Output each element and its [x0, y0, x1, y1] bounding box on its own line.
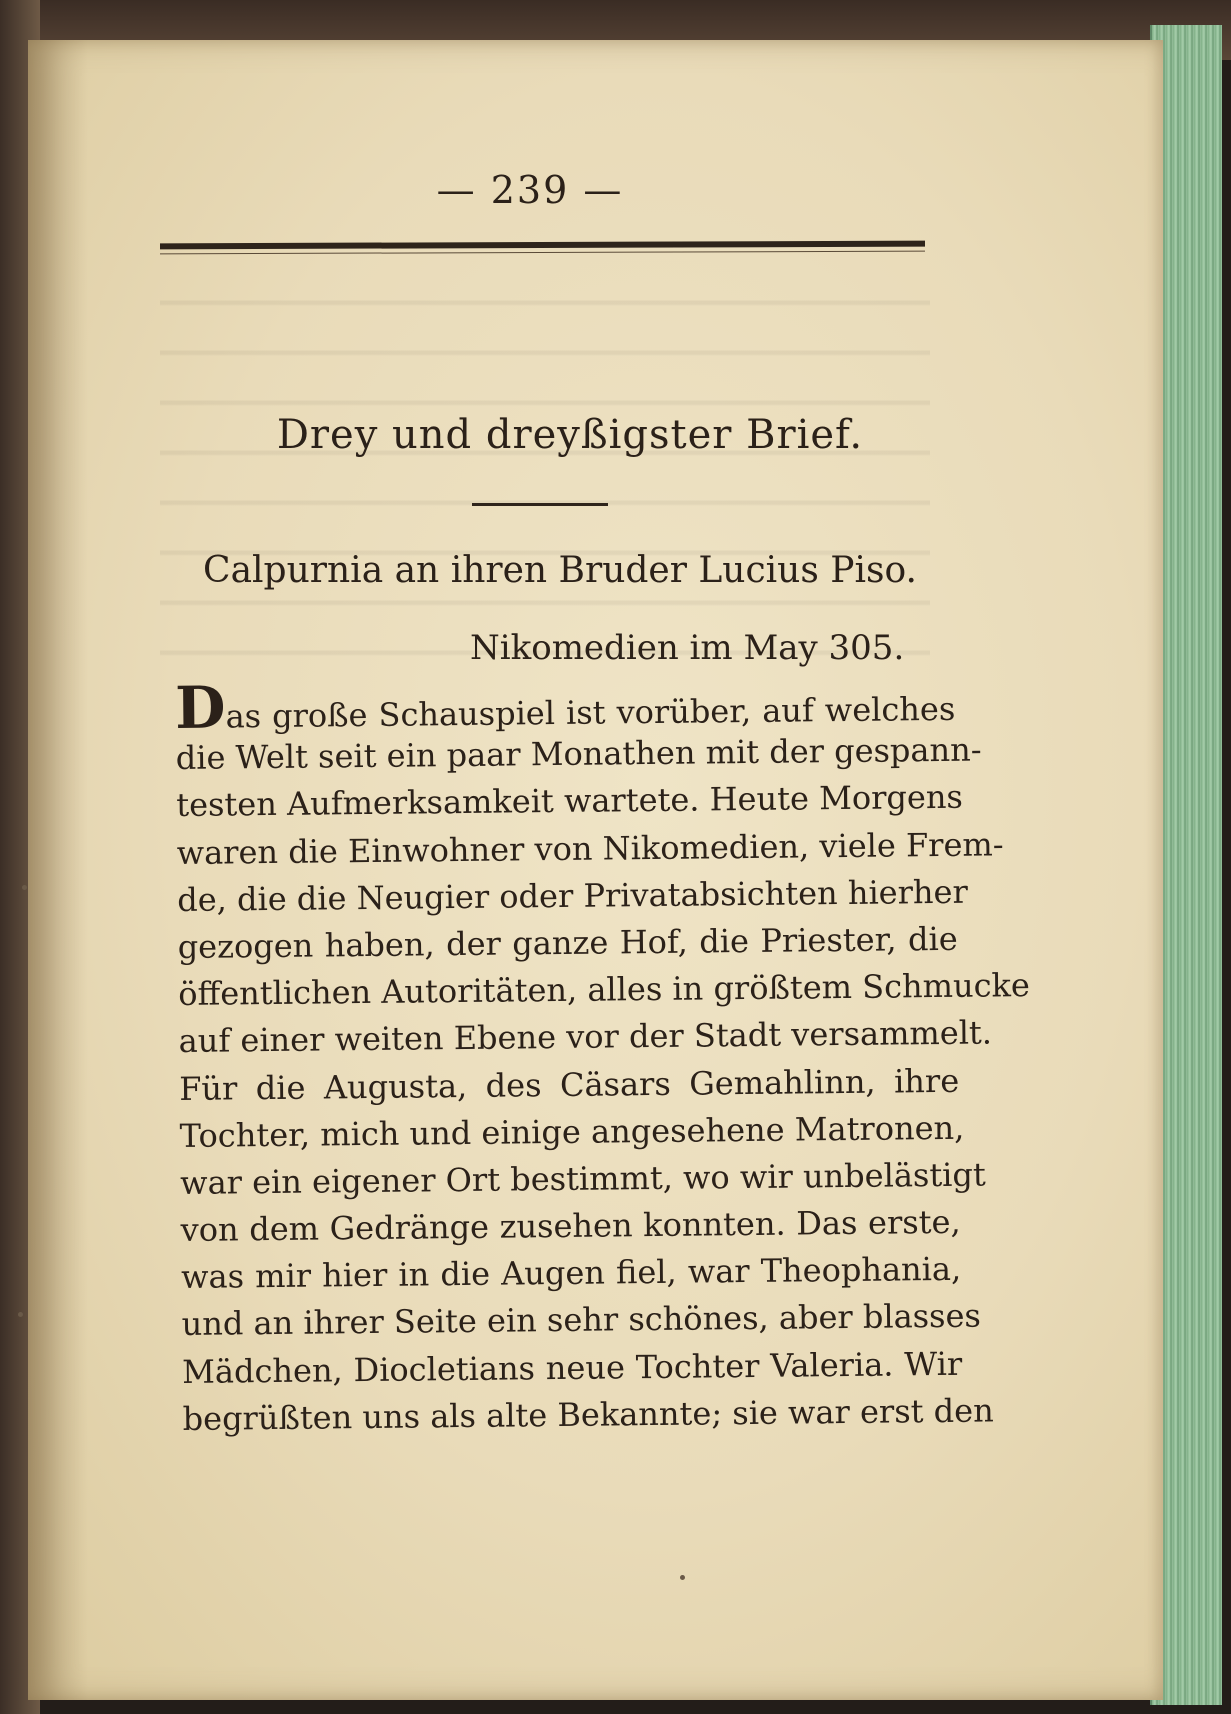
letter-dateline: Nikomedien im May 305. [470, 628, 905, 668]
body-line: testen Aufmerksamkeit wartete. Heute Morgens [176, 778, 964, 825]
show-through-text [160, 270, 930, 670]
gutter-shadow [28, 40, 88, 1700]
body-line: war ein eigener Ort bestimmt, wo wir unbelästigt [179, 1155, 986, 1202]
body-line: waren die Einwohner von Nikomedien, viele Frem- [176, 824, 1004, 872]
page-number: — 239 — [436, 168, 624, 212]
body-line: öffentlichen Autoritäten, alles in größtem Schmucke [178, 966, 1031, 1014]
drop-cap: D [174, 673, 226, 742]
letter-title: Drey und dreyßigster Brief. [276, 412, 864, 458]
paper-speck [680, 1575, 685, 1580]
body-line: begrüßten uns als alte Bekannte; sie war erst den [182, 1391, 994, 1438]
body-line: von dem Gedränge zusehen konnten. Das erste, [180, 1202, 961, 1250]
paper-speck [18, 1312, 23, 1317]
body-line: und an ihrer Seite ein sehr schönes, aber blasses [181, 1297, 982, 1344]
body-line: die Welt seit ein paar Monathen mit der gespann- [175, 730, 982, 778]
body-line: de, die die Neugier oder Privatabsichten hierher [177, 872, 968, 919]
body-line: auf einer weiten Ebene vor der Stadt versammelt. [178, 1013, 993, 1061]
paper-speck [22, 885, 27, 890]
body-line: gezogen haben, der ganze Hof, die Priester, die [177, 919, 958, 966]
body-line: Für die Augusta, des Cäsars Gemahlinn, ihre [178, 1061, 960, 1108]
body-line: Tochter, mich und einige angesehene Matronen, [179, 1108, 965, 1155]
body-line: Das große Schauspiel ist vorüber, auf welches [174, 673, 956, 742]
body-line: was mir hier in die Augen fiel, war Theophania, [180, 1250, 962, 1297]
body-line: Mädchen, Diocletians neue Tochter Valeria. Wir [181, 1344, 963, 1391]
letter-addressee: Calpurnia an ihren Bruder Lucius Piso. [203, 550, 917, 591]
title-divider [472, 503, 608, 506]
letter-body [174, 673, 1031, 1443]
